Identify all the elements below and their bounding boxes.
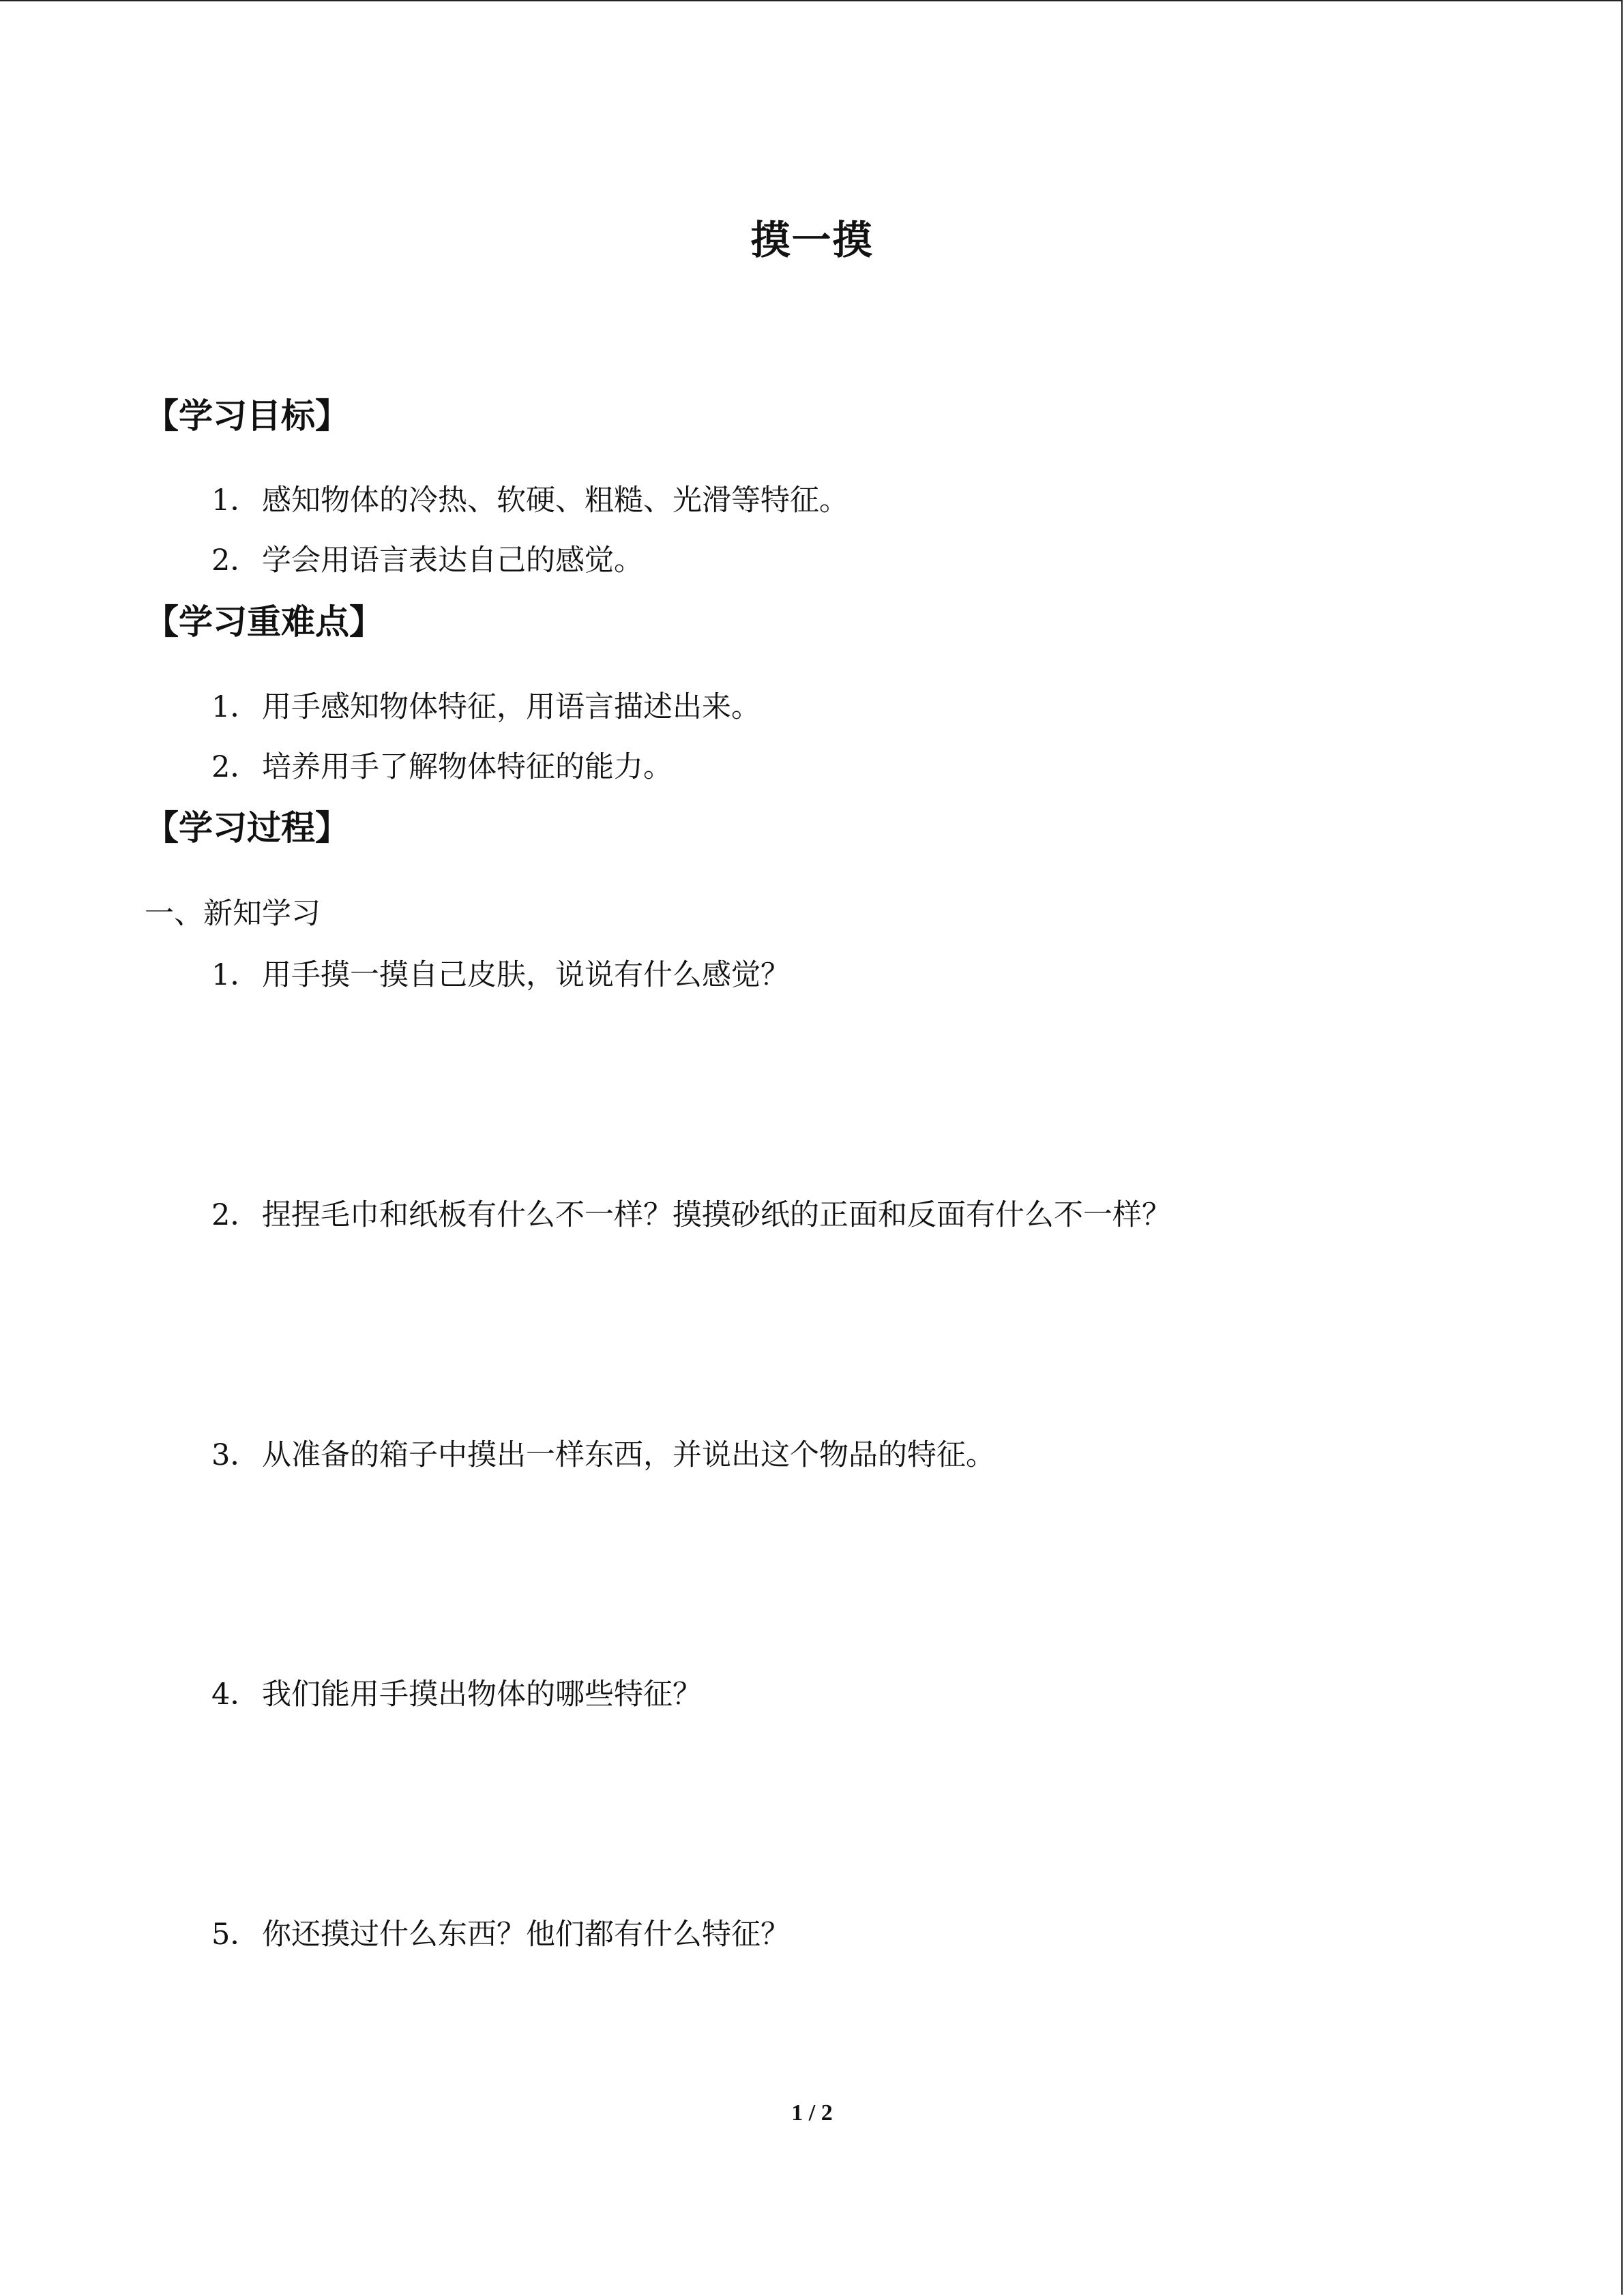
goals-heading: 【学习目标】 (145, 396, 349, 436)
key-point-item-1 (211, 684, 761, 726)
process-item-2 (211, 1192, 1171, 1234)
item-number: 1． (211, 958, 260, 992)
goal-item-1 (211, 477, 848, 519)
item-number: 4． (211, 1678, 260, 1712)
item-number: 3． (211, 1438, 260, 1472)
page-indicator: 1 / 2 (791, 2100, 833, 2126)
item-number: 5． (211, 1918, 260, 1952)
item-text: 捏捏毛巾和纸板有什么不一样？摸摸砂纸的正面和反面有什么不一样？ (262, 1198, 1171, 1232)
item-text: 你还摸过什么东西？他们都有什么特征？ (262, 1918, 790, 1952)
key-points-heading: 【学习重难点】 (145, 602, 383, 642)
item-text: 感知物体的冷热、软硬、粗糙、光滑等特征。 (262, 483, 848, 518)
page-title: 摸一摸 (750, 217, 874, 263)
item-text: 用手感知物体特征，用语言描述出来。 (262, 690, 761, 724)
item-number: 1． (211, 690, 260, 724)
item-text: 培养用手了解物体特征的能力。 (262, 750, 673, 784)
subsection-title: 一、新知学习 (145, 897, 321, 931)
item-number: 1． (211, 483, 260, 518)
item-text: 用手摸一摸自己皮肤，说说有什么感觉？ (262, 958, 790, 992)
process-heading: 【学习过程】 (145, 808, 349, 848)
item-number: 2． (211, 1198, 260, 1232)
item-text: 我们能用手摸出物体的哪些特征？ (262, 1678, 702, 1712)
item-number: 2． (211, 543, 260, 578)
item-text: 学会用语言表达自己的感觉。 (262, 543, 643, 578)
process-item-1 (211, 952, 790, 994)
process-item-5 (211, 1911, 790, 1953)
key-point-item-2 (211, 744, 673, 786)
item-text: 从准备的箱子中摸出一样东西，并说出这个物品的特征。 (262, 1438, 995, 1472)
process-item-3 (211, 1432, 995, 1474)
item-number: 2． (211, 750, 260, 784)
process-item-4 (211, 1671, 702, 1713)
goal-item-2 (211, 537, 643, 579)
